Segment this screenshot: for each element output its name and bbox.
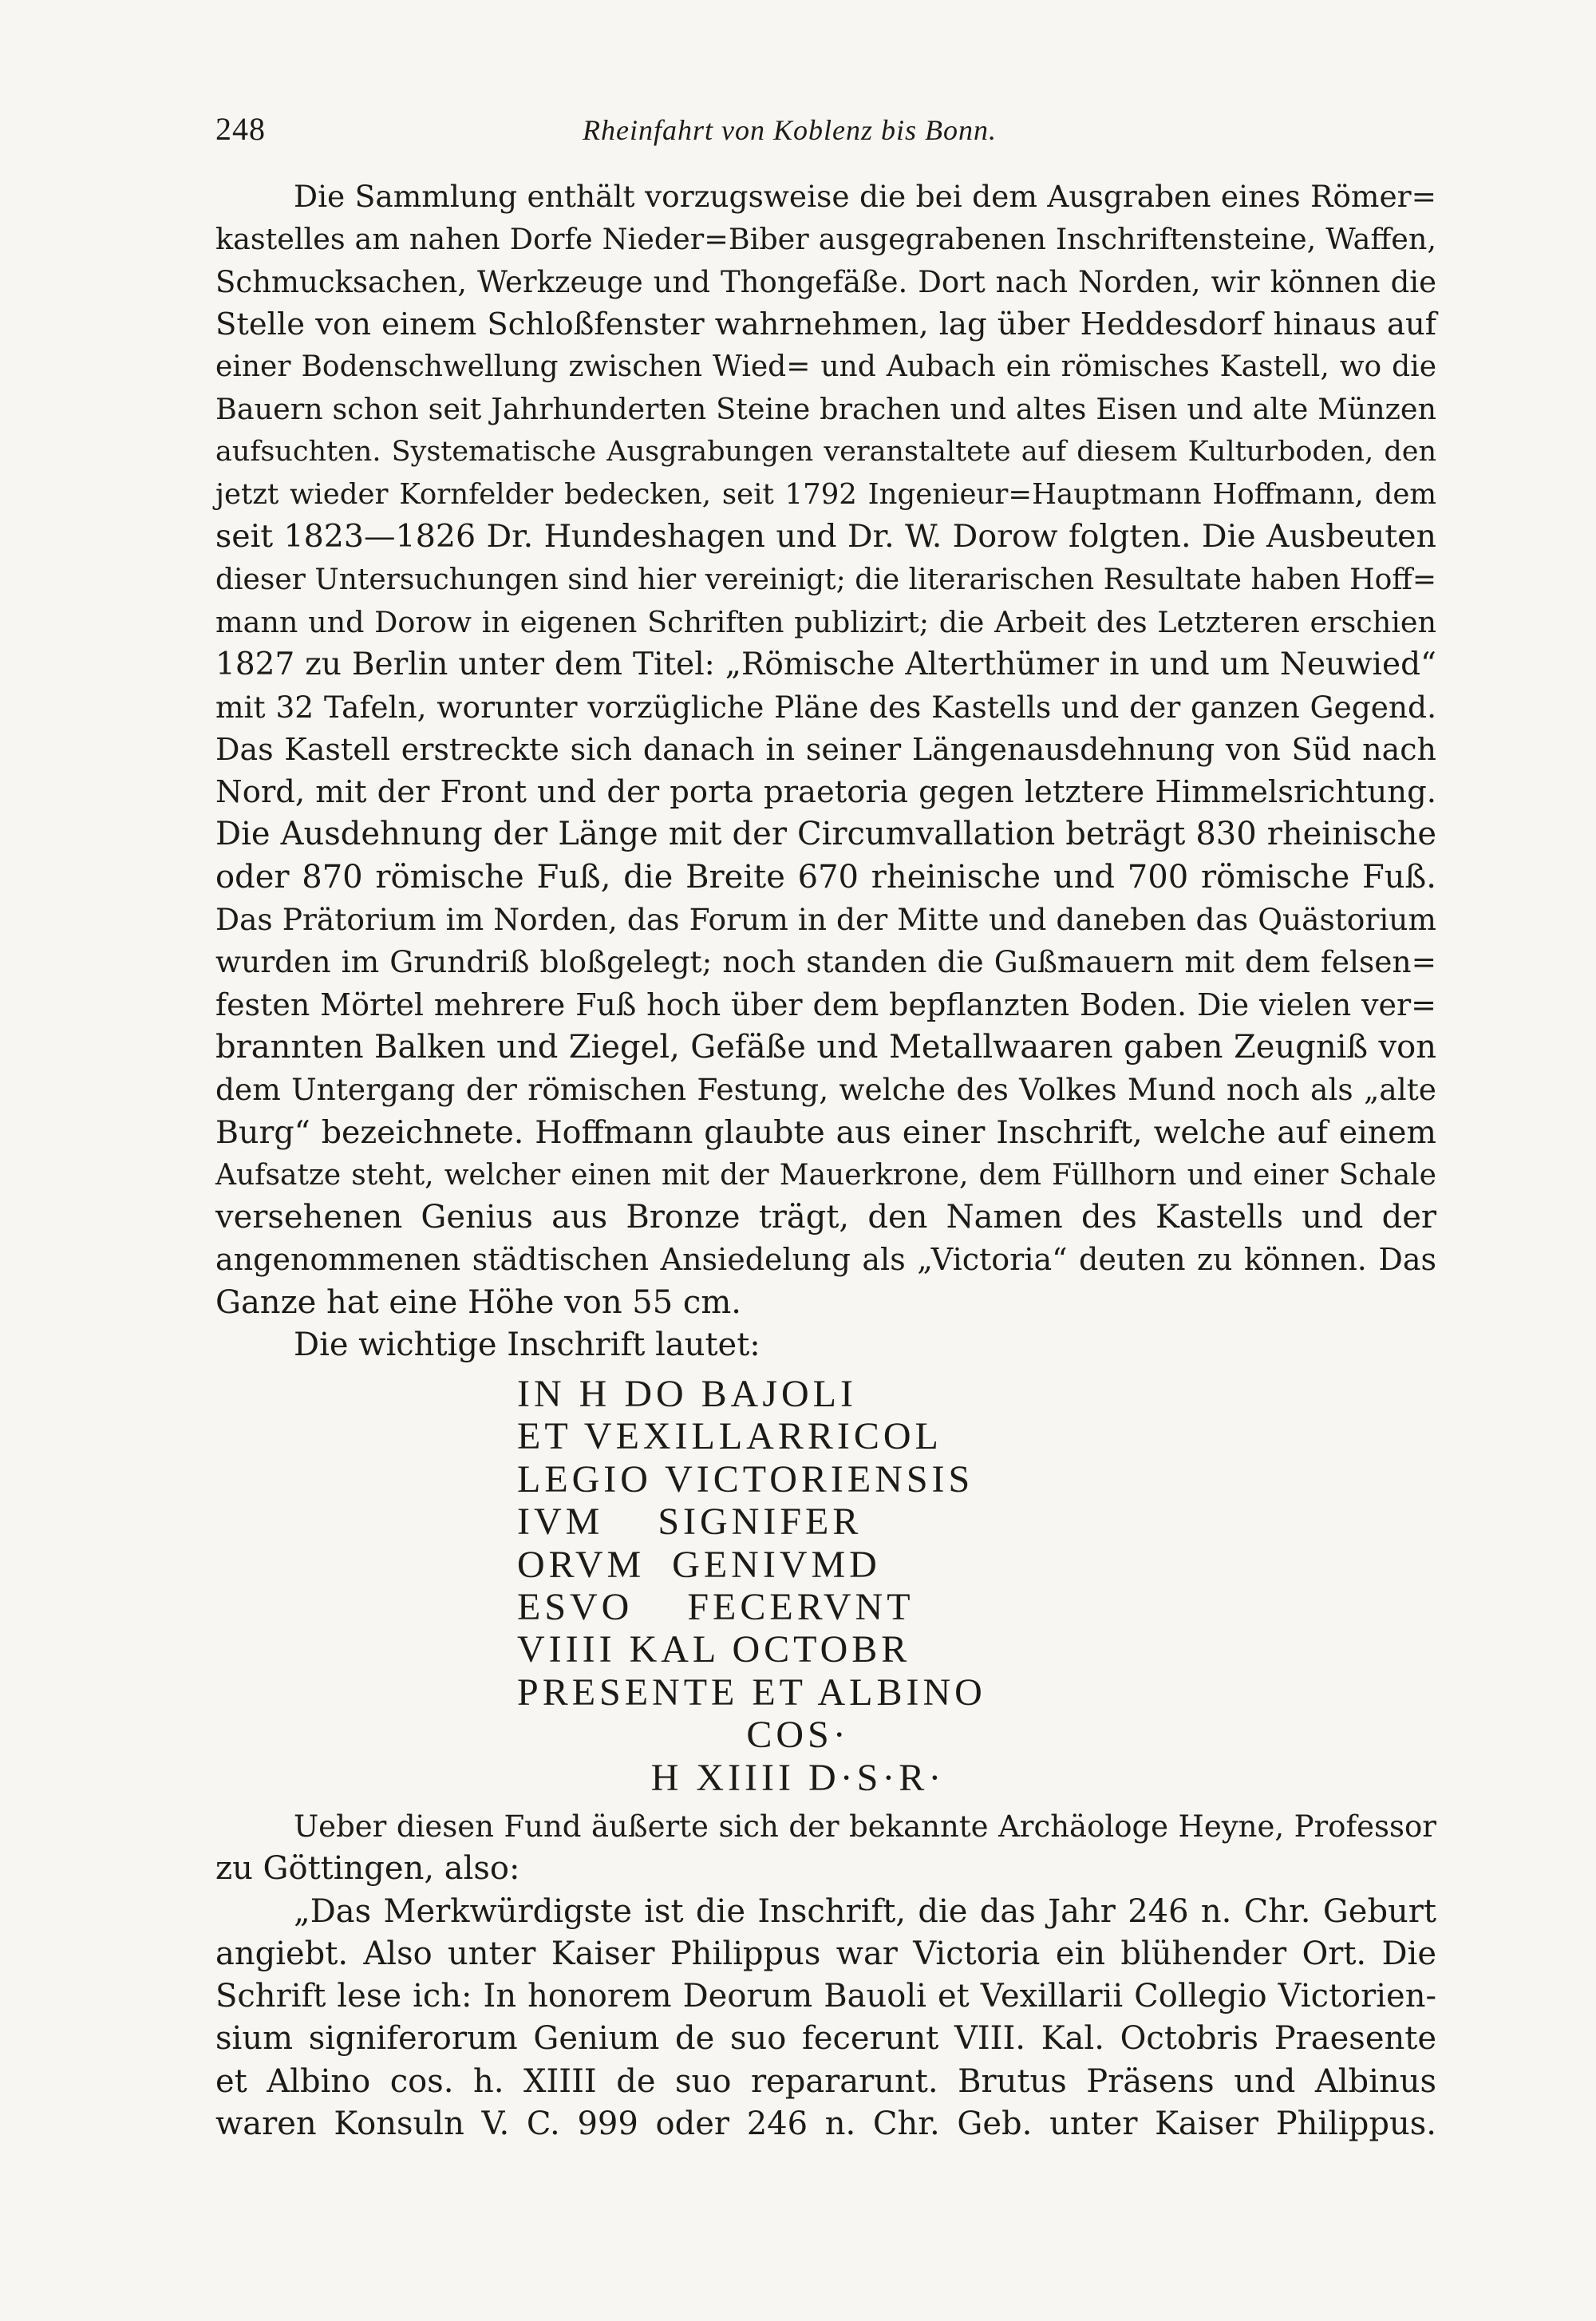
page-number: 248 [215, 111, 266, 147]
quote-line: angiebt. Also unter Kaiser Philippus war Victoria ein blühender Ort. Die [215, 1935, 1436, 1972]
commentary-section [215, 1805, 1436, 2145]
text-line: Ganze hat eine Höhe von 55 cm. [215, 1283, 741, 1321]
text-line: brannten Balken und Ziegel, Gefäße und Metallwaaren gaben Zeugniß von [215, 1028, 1436, 1066]
text-line: Aufsatze steht, welcher einen mit der Mauerkrone, dem Füllhorn und einer Schale [215, 1158, 1436, 1192]
text-line: aufsuchten. Systematische Ausgrabungen veranstaltete auf diesem Kulturboden, den [215, 435, 1436, 468]
text-line: festen Mörtel mehrere Fuß hoch über dem bepflanzten Boden. Die vielen ver= [215, 987, 1436, 1022]
text-line: mit 32 Tafeln, worunter vorzügliche Pläne des Kastells und der ganzen Gegend. [215, 689, 1436, 725]
text-line: versehenen Genius aus Bronze trägt, den Namen des Kastells und der [215, 1199, 1436, 1236]
inscription-line: VIIII KAL OCTOBR [517, 1628, 911, 1671]
text-line: Ueber diesen Fund äußerte sich der bekannte Archäologe Heyne, Professor [294, 1809, 1436, 1844]
text-line: seit 1823—1826 Dr. Hundeshagen und Dr. W. Dorow folgten. Die Ausbeuten [215, 518, 1436, 556]
text-line: 1827 zu Berlin unter dem Titel: „Römische Alterthümer in und um Neuwied“ [215, 646, 1436, 683]
inscription-line: ORVM GENIVMD [517, 1544, 881, 1586]
text-line: einer Bodenschwellung zwischen Wied= und Aubach ein römisches Kastell, wo die [215, 350, 1436, 384]
inscription-line: IVM SIGNIFER [517, 1501, 863, 1543]
text-line: zu Göttingen, also: [215, 1850, 520, 1888]
text-line: dieser Untersuchungen sind hier vereinigt; die literarischen Resultate haben Hoff= [215, 563, 1436, 596]
text-line: Das Kastell erstreckte sich danach in seiner Längenausdehnung von Süd nach [215, 731, 1436, 767]
text-line: angenommenen städtischen Ansiedelung als „Victoria“ deuten zu können. Das [215, 1242, 1436, 1278]
text-line: Bauern schon seit Jahrhunderten Steine brachen und altes Eisen und alte Münzen [215, 392, 1436, 427]
quote-line: sium signiferorum Genium de suo fecerunt VIII. Kal. Octobris Praesente [215, 2020, 1436, 2058]
quote-line: „Das Merkwürdigste ist die Inschrift, die das Jahr 246 n. Chr. Geburt [294, 1892, 1436, 1930]
inscription-line: IN H DO BAJOLI [517, 1373, 857, 1415]
quote-line: Schrift lese ich: In honorem Deorum Bauoli et Vexillarii Collegio Victorien- [215, 1978, 1436, 2015]
text-line: wurden im Grundriß bloßgelegt; noch standen die Gußmauern mit dem felsen= [215, 944, 1436, 980]
quote-line: et Albino cos. h. XIIII de suo repararunt. Brutus Präsens und Albinus [215, 2062, 1436, 2100]
inscription-line: LEGIO VICTORIENSIS [517, 1458, 974, 1501]
text-line: jetzt wieder Kornfelder bedecken, seit 1792 Ingenieur=Hauptmann Hoffmann, dem [215, 478, 1436, 512]
text-line: mann und Dorow in eigenen Schriften publizirt; die Arbeit des Letzteren erschien [215, 604, 1436, 639]
text-line: Das Prätorium im Norden, das Forum in der Mitte und daneben das Quästorium [215, 902, 1436, 938]
text-line: dem Untergang der römischen Festung, welche des Volkes Mund noch als „alte [215, 1072, 1436, 1108]
main-paragraph [215, 176, 1436, 1366]
text-line: Die Sammlung enthält vorzugsweise die bei dem Ausgraben eines Römer= [294, 179, 1436, 214]
inscription-line: ESVO FECERVNT [517, 1586, 915, 1628]
text-line: Die Ausdehnung der Länge mit der Circumvallation beträgt 830 rheinische [215, 816, 1436, 853]
inscription-intro: Die wichtige Inschrift lautet: [294, 1327, 760, 1364]
text-line: Nord, mit der Front und der porta praetoria gegen letztere Himmelsrichtung. [215, 774, 1436, 811]
quote-line: waren Konsuln V. C. 999 oder 246 n. Chr. Geb. unter Kaiser Philippus. [215, 2106, 1436, 2143]
text-line: kastelles am nahen Dorfe Nieder=Biber ausgegrabenen Inschriftensteine, Waffen, [215, 222, 1436, 257]
text-line: Burg“ bezeichnete. Hoffmann glaubte aus einer Inschrift, welche auf einem [215, 1113, 1436, 1151]
inscription-line: ET VEXILLARRICOL [517, 1415, 942, 1457]
text-line: Stelle von einem Schloßfenster wahrnehmen, lag über Heddesdorf hinaus auf [215, 306, 1436, 342]
text-line: oder 870 römische Fuß, die Breite 670 rheinische und 700 römische Fuß. [215, 858, 1436, 896]
inscription-line: PRESENTE ET ALBINO [517, 1671, 986, 1714]
inscription-line: H XIIII D·S·R· [650, 1757, 946, 1799]
running-head [215, 110, 1436, 158]
inscription-line: COS· [746, 1714, 850, 1756]
text-line: Schmucksachen, Werkzeuge und Thongefäße. Dort nach Norden, wir können die [215, 264, 1436, 299]
running-title: Rheinfahrt von Koblenz bis Bonn. [583, 114, 997, 146]
